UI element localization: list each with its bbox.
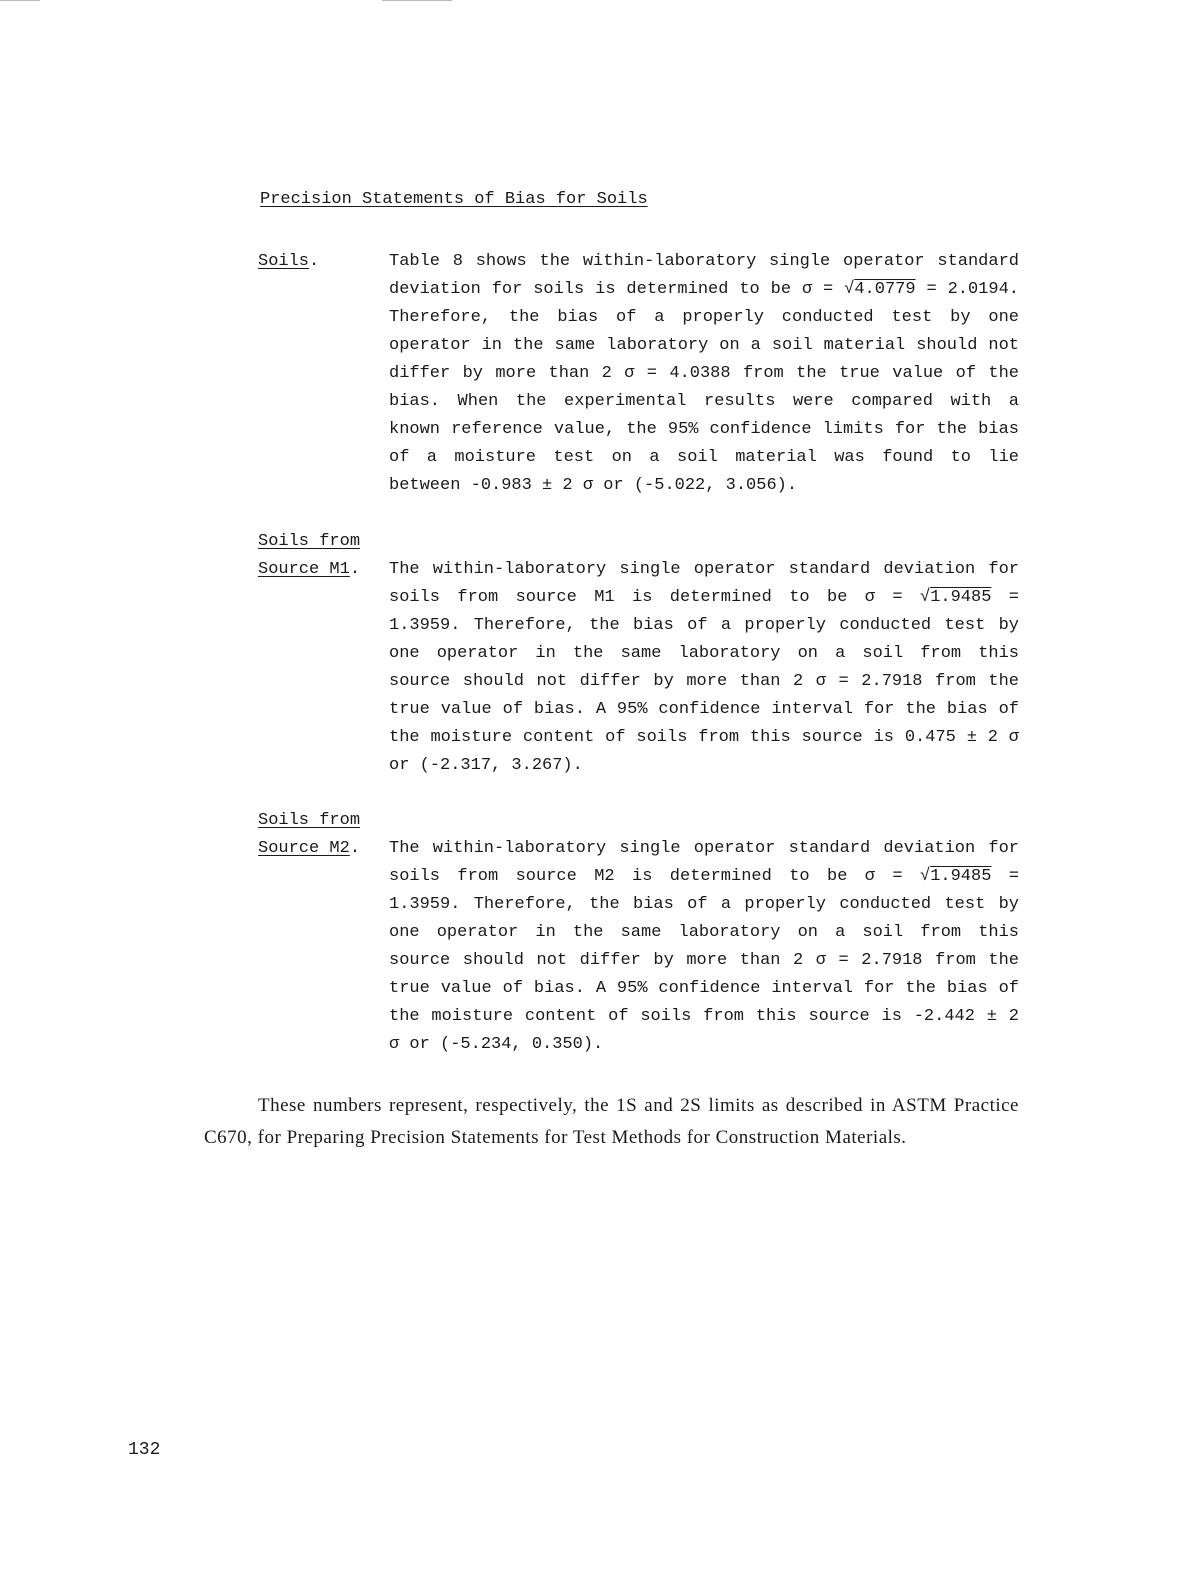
section-body-soils xyxy=(389,248,1019,500)
body-text-after: = 1.3959. Therefore, the bias of a properly conducted test by one operator in the same laboratory on a soil from this source should not differ by more than 2 σ = 2.7918 from the true value of bias. A 95% confidence interval for the bias of the moisture content of soils from this source is 0.475 ± 2 σ or (-2.317, 3.267). xyxy=(389,588,1019,775)
sqrt-value: 1.9485 xyxy=(930,867,992,886)
label-suffix: . xyxy=(309,252,320,271)
body-text-before: The within-laboratory single operator standard deviation for soils from source M2 is determined to be σ = √ xyxy=(389,839,1019,886)
closing-text: These numbers represent, respectively, the 1S and 2S limits as described in ASTM Practice C670, for Preparing Precision Statements for Test Methods for Construction Materials. xyxy=(204,1095,1019,1148)
label-line: Soils from xyxy=(258,811,361,830)
label-line: Source M1 xyxy=(258,560,350,579)
section-label-soils xyxy=(258,248,319,276)
body-text-before: The within-laboratory single operator standard deviation for soils from source M1 is determined to be σ = √ xyxy=(389,560,1019,607)
section-body-source-m1 xyxy=(389,556,1019,780)
label-suffix: . xyxy=(349,839,361,858)
closing-paragraph xyxy=(204,1090,1019,1154)
scan-edge-mark xyxy=(0,0,40,1)
body-text-before: Table 8 shows the within-laboratory single operator standard deviation for soils is determined to be σ = √ xyxy=(389,252,1019,299)
page-number: 132 xyxy=(128,1440,161,1460)
body-text-after: = 1.3959. Therefore, the bias of a properly conducted test by one operator in the same laboratory on a soil from this source should not differ by more than 2 σ = 2.7918 from the true value of bias. A 95% confidence interval for the bias of the moisture content of soils from this source is -2.442 ± 2 σ or (-5.234, 0.350). xyxy=(389,867,1019,1054)
label-suffix: . xyxy=(349,560,361,579)
label-line: Soils xyxy=(258,252,310,271)
label-line: Soils from xyxy=(258,532,361,551)
sqrt-value: 1.9485 xyxy=(930,588,992,607)
section-label-source-m2 xyxy=(258,807,360,863)
scan-edge-mark xyxy=(382,0,452,1)
body-text-after: = 2.0194. Therefore, the bias of a properly conducted test by one operator in the same laboratory on a soil material should not differ by more than 2 σ = 4.0388 from the true value of the bias. When the experimental results were compared with a known reference value, the 95% confidence limits for the bias of a moisture test on a soil material was found to lie between -0.983 ± 2 σ or (-5.022, 3.056). xyxy=(389,280,1019,495)
label-line: Source M2 xyxy=(258,839,350,858)
section-label-source-m1 xyxy=(258,528,360,584)
sqrt-value: 4.0779 xyxy=(854,280,916,299)
section-heading: Precision Statements of Bias for Soils xyxy=(260,190,648,209)
section-body-source-m2 xyxy=(389,835,1019,1059)
